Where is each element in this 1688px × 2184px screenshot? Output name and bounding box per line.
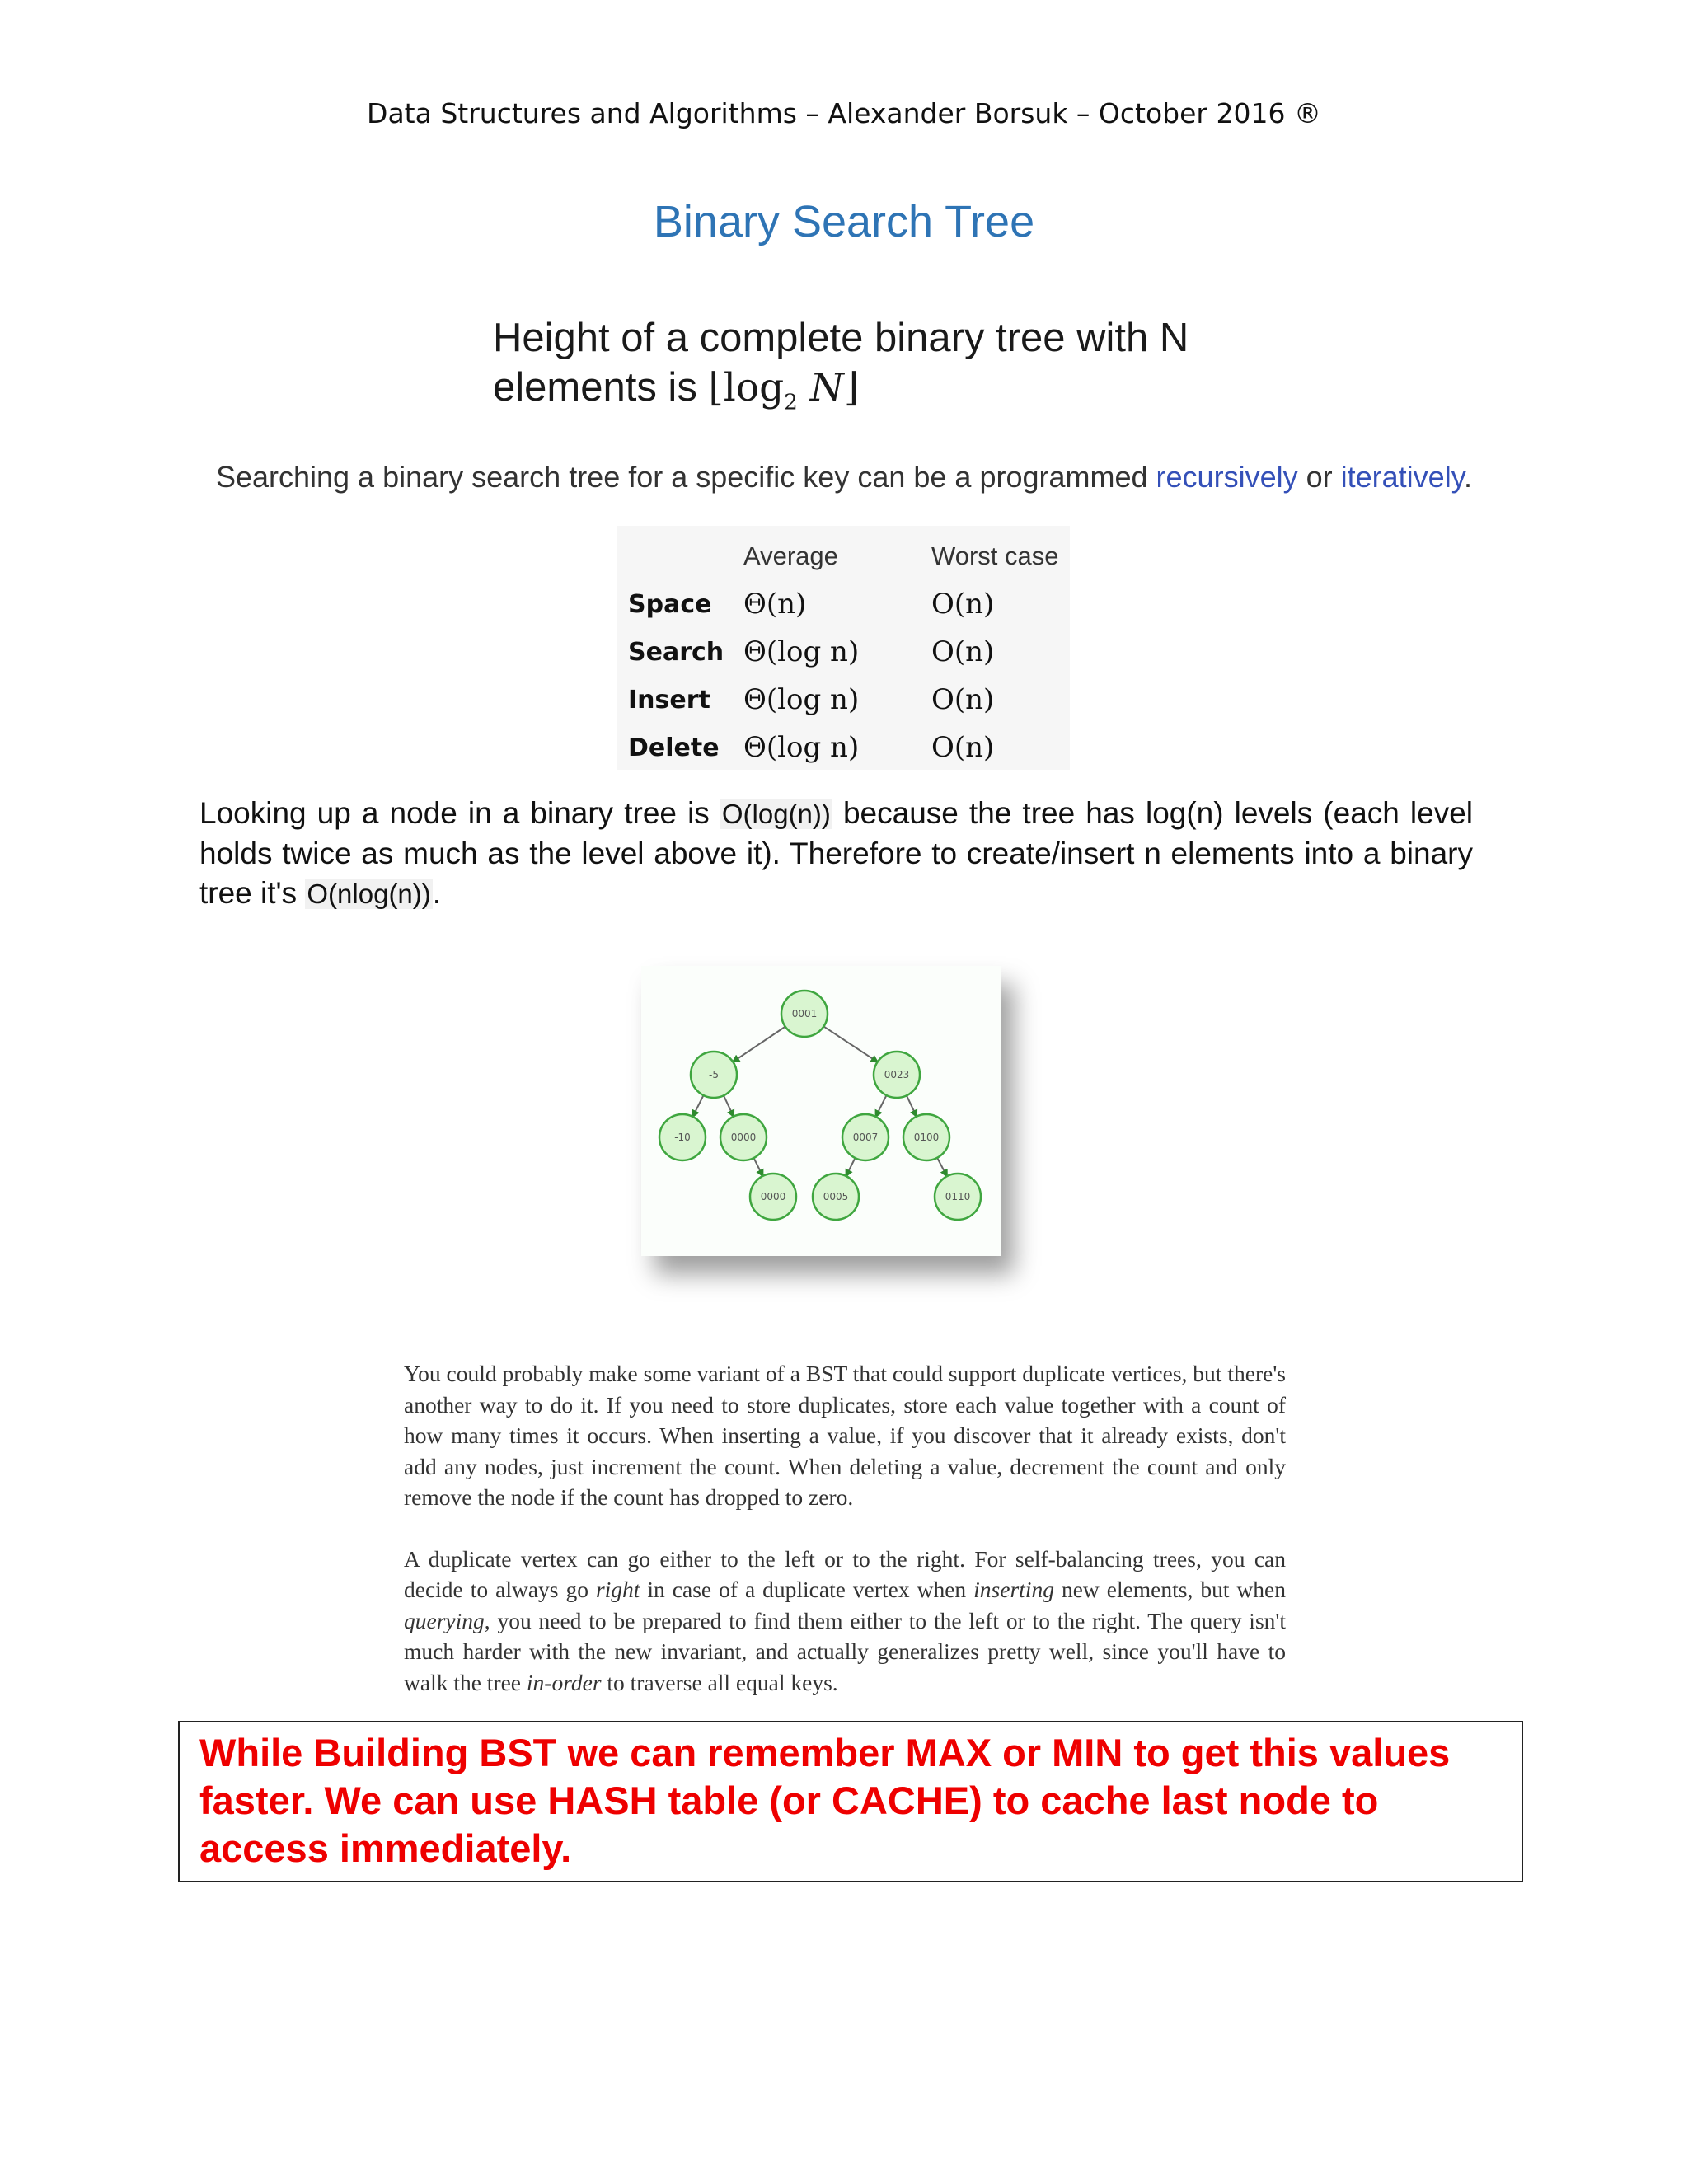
complexity-table: [617, 526, 1070, 770]
tree-node: [720, 1114, 767, 1160]
tree-edge: [846, 1158, 856, 1176]
tree-node: [903, 1114, 950, 1160]
lookup-text-1: Looking up a node in a binary tree is: [199, 796, 710, 830]
tree-node: [874, 1052, 920, 1098]
searching-middle: or: [1306, 460, 1333, 494]
tree-edge: [907, 1095, 917, 1116]
tree-edge: [733, 1027, 785, 1062]
dup-em-inserting: inserting: [973, 1577, 1054, 1602]
searching-prefix: Searching a binary search tree for a specific key can be a programmed: [215, 460, 1148, 494]
tree-node-label: 0007: [852, 1132, 879, 1143]
tree-edge: [876, 1095, 887, 1117]
tree-node-label: 0100: [913, 1132, 940, 1143]
tree-node: [781, 991, 828, 1037]
dup-text-c: new elements, but when: [1061, 1577, 1287, 1602]
row-op: Space: [628, 589, 712, 619]
height-line-2: [493, 363, 1235, 427]
tree-node-label: 0023: [884, 1069, 910, 1080]
dup-em-inorder: in-order: [526, 1669, 602, 1695]
dup-text-e: to traverse all equal keys.: [607, 1669, 838, 1695]
tree-node: [659, 1114, 706, 1160]
dup-text-a: A duplicate vertex can go either to the left or to the right. For self-balancing trees, you can decide to always go: [404, 1545, 1286, 1602]
tree-node-label: 0110: [945, 1191, 971, 1202]
tree-edge: [754, 1158, 763, 1176]
table-row: [617, 724, 1058, 771]
dup-text-d: , you need to be prepared to find them either to the left or to the right. The query isn't much harder with the new invariant, and actually generalizes pretty well, since you'll have to walk the tree: [404, 1607, 1286, 1695]
tree-edge: [937, 1158, 947, 1176]
formula-base: 2: [784, 390, 798, 415]
link-recursively[interactable]: recursively: [1156, 460, 1298, 494]
row-worst: O(n): [931, 731, 995, 764]
page-title: Binary Search Tree: [653, 197, 1035, 246]
tree-edge: [693, 1095, 704, 1117]
tree-node-label: 0005: [823, 1191, 849, 1202]
row-worst: O(n): [931, 683, 995, 716]
bst-svg: [641, 966, 1001, 1256]
table-header-row: [617, 532, 1058, 580]
row-worst: O(n): [931, 635, 995, 668]
tree-node: [842, 1114, 889, 1160]
tree-node-label: 0001: [791, 1008, 818, 1019]
note-text: While Building BST we can remember MAX or MIN to get this values faster. We can use HASH table (or CACHE) to cache last node to access immediately.: [199, 1731, 1451, 1870]
searching-sentence: [0, 460, 1688, 494]
formula-log: log: [723, 365, 785, 410]
duplicates-paragraph-2: [404, 1544, 1286, 1699]
table-row: [617, 580, 1058, 628]
row-average: Θ(n): [743, 588, 807, 621]
height-line-1: Height of a complete binary tree with N: [493, 316, 1189, 360]
code-onlog: O(nlog(n)): [307, 879, 431, 909]
duplicates-excerpt: [404, 1358, 1286, 1728]
tree-node-label: -5: [709, 1069, 719, 1080]
row-average: Θ(log n): [743, 635, 860, 668]
row-average: Θ(log n): [743, 731, 860, 764]
lookup-paragraph: [199, 794, 1473, 914]
page-header: Data Structures and Algorithms – Alexander Borsuk – October 2016 ®: [367, 97, 1321, 129]
tree-node: [813, 1174, 859, 1220]
height-statement: [493, 313, 1235, 427]
col-average: Average: [743, 541, 838, 570]
dup-em-querying: querying: [404, 1607, 485, 1633]
searching-suffix: .: [1464, 460, 1473, 494]
code-olog: O(log(n)): [721, 799, 831, 829]
note-box: [178, 1721, 1523, 1882]
tree-node: [935, 1174, 981, 1220]
tree-node-label: 0000: [730, 1132, 757, 1143]
row-worst: O(n): [931, 588, 995, 621]
tree-nodes: [659, 991, 981, 1220]
col-worst: Worst case: [931, 541, 1059, 570]
tree-edge: [823, 1026, 877, 1062]
row-op: Search: [628, 637, 724, 667]
row-op: Delete: [628, 733, 720, 762]
row-op: Insert: [628, 685, 710, 715]
dup-em-right: right: [595, 1577, 640, 1602]
height-line-2-text: elements is: [493, 365, 697, 410]
formula-var: N: [809, 365, 844, 410]
tree-edge: [724, 1095, 734, 1116]
dup-text-b: in case of a duplicate vertex when: [647, 1577, 967, 1602]
lookup-text-3: .: [432, 876, 442, 910]
tree-node: [750, 1174, 796, 1220]
table-row: [617, 676, 1058, 724]
bst-diagram: [641, 966, 1001, 1256]
tree-node-label: -10: [674, 1132, 691, 1143]
table-row: [617, 628, 1058, 676]
lookup-text-2: because the tree has log(n) levels (each level holds twice as much as the level above it). Therefore to create/insert n elements into a binary tree it's: [199, 796, 1474, 910]
tree-node: [691, 1052, 737, 1098]
row-average: Θ(log n): [743, 683, 860, 716]
tree-node-label: 0000: [760, 1191, 786, 1202]
link-iteratively[interactable]: iteratively: [1340, 460, 1465, 494]
duplicates-paragraph-1: You could probably make some variant of a BST that could support duplicate vertices, but there's another way to do it. If you need to store duplicates, store each value together with a count of how many times it occurs. When inserting a value, if you discover that it already exists, don't add any nodes, just increment the count. When deleting a value, decrement the count and only remove the node if the count has dropped to zero.: [404, 1361, 1286, 1510]
floor-log-formula: $⌊\log_2$ N⌋: [708, 365, 860, 415]
